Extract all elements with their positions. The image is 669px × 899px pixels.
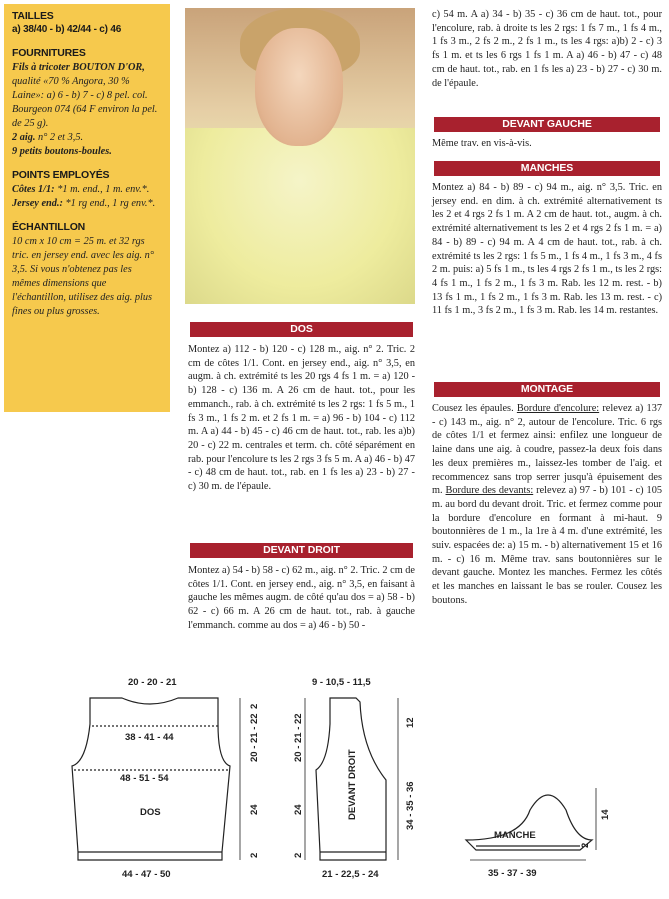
devant-h-total: 34 - 35 - 36 xyxy=(405,781,416,830)
manche-h-cap: 14 xyxy=(600,809,611,820)
montage-bordure-devants: Bordure des devants: xyxy=(445,485,534,497)
tailles-text: a) 38/40 - b) 42/44 - c) 46 xyxy=(12,24,122,35)
montage-text-2: relevez a) 137 - c) 143 m., aig. n° 2, autour de l'encolure. Tric. 6 rgs de côtes 1/1 et fermez ainsi: enfilez une longueur de laine dans une aig. à coudre, passez-la deux fois dans les deux premières m., laissez-les tomber de l'aig. et recommencez sans trop serrer jusqu'à épuisement des m. xyxy=(432,403,662,497)
fournitures-detail: qualité «70 % Angora, 30 % Laine»: a) 6 - b) 7 - c) 8 pel. col. Bourgeon 074 (64 F environ la pel. de 25 g). xyxy=(12,76,158,129)
section-manches-text: Montez a) 84 - b) 89 - c) 94 m., aig. n° 3,5. Tric. en jersey end. en dim. à ch. extrémité alternativement ts les 2 et 4 rgs 2 fs 1 m. A 2 cm de haut. tot., augm. à ch. extrémité alternativement ts les 2 et 4 rgs 2 fs 1 m. = a) 84 - b) 89 - c) 94 m. A 4 cm de haut. tot., rab. à ch. extrémité ts les 2 rgs: 1 fs 5 m., 1 fs 4 m., 1 fs 3 m., 4 fs 2 m. puis: a) 5 fs 1 m., ts les 4 rgs 2 fs 1 m., ts les 2 rgs: 4 fs 1 m., 1 fs 2 m., 1 fs 3 m. Rab. les 12 m. rest. - b) 13 fs 1 m., 1 fs 2 m., 1 fs 3 m. Rab. les 13 m. rest. - c) 11 fs 1 m., 3 fs 2 m., 1 fs 3 m. Rab. les 14 m. restantes. xyxy=(432,182,662,317)
photo-face xyxy=(255,28,343,146)
devant-label: DEVANT DROIT xyxy=(347,749,358,820)
fournitures-brand: Fils à tricoter BOUTON D'OR, xyxy=(12,62,145,73)
manche-bottom-dim: 35 - 37 - 39 xyxy=(488,868,537,879)
tailles-title: TAILLES xyxy=(12,10,54,22)
section-dos-title: DOS xyxy=(190,322,413,337)
points-text xyxy=(12,183,162,211)
section-devant-droit-title: DEVANT DROIT xyxy=(190,543,413,558)
montage-bordure-encolure: Bordure d'encolure: xyxy=(516,403,600,414)
devant-top-dim: 9 - 10,5 - 11,5 xyxy=(312,677,371,688)
section-devant-gauche-title: DEVANT GAUCHE xyxy=(434,117,660,132)
photo-cardigan xyxy=(185,128,415,304)
fournitures-needles: 2 aig. xyxy=(12,132,36,143)
fournitures-buttons: 9 petits boutons-boules. xyxy=(12,146,112,157)
fournitures-text xyxy=(12,61,162,159)
points-cotes-text: *1 m. end., 1 m. env.*. xyxy=(54,184,150,195)
dos-h-arm: 20 - 21 - 22 xyxy=(249,713,260,762)
section-manches-title: MANCHES xyxy=(434,161,660,176)
devant-h-neck: 12 xyxy=(405,717,416,728)
devant-h-rib: 2 xyxy=(293,852,304,858)
section-montage-title: MONTAGE xyxy=(434,382,660,397)
manche-outline xyxy=(466,795,592,850)
sidebar xyxy=(4,4,170,412)
model-photo xyxy=(185,8,415,304)
points-title: POINTS EMPLOYÉS xyxy=(12,169,110,181)
dos-label: DOS xyxy=(140,807,161,818)
montage-text-3: relevez a) 97 - b) 101 - c) 105 m. au bord du devant droit. Tric. et fermez comme pour la bordure d'encolure en formant à mi-haut. 9 boutonnières de 1 m., la 1re à 4 m. d'une extrémité, les suiv. espacées de: a) 15 m. - b) alternativement 15 et 16 m. - c) 16 m. Même trav. sans boutonnières sur le devant gauche. Montez les manches. Fermez les côtés et les manches en laissant le bas se rouler. Cousez les boutons. xyxy=(432,485,662,606)
dos-h-top: 2 xyxy=(249,703,260,709)
echantillon-text: 10 cm x 10 cm = 25 m. et 32 rgs tric. en jersey end. avec les aig. n° 3,5. Si vous n'obtenez pas les mêmes dimensions que l'échantillon, utilisez des aig. plus fines ou plus grosses. xyxy=(12,236,154,317)
section-montage-text xyxy=(432,402,662,608)
dos-h-rib: 2 xyxy=(249,852,260,858)
points-jersey-label: Jersey end.: xyxy=(12,198,63,209)
section-dos-text: Montez a) 112 - b) 120 - c) 128 m., aig. n° 2. Tric. 2 cm de côtes 1/1. Cont. en jersey end., aig. n° 3,5, en augm. à ch. extrémité ts les 20 rgs 4 fs 1 m. = a) 120 - b) 128 - c) 136 m. A 26 cm de haut. tot., pour les emmanch., rab. à ch. extrémité ts les 2 rgs: 1 fs 5 m., 1 fs 3 m., 1 fs 2 m. et 2 fs 1 m. = a) 96 - b) 104 - c) 112 m. A a) 44 - b) 45 - c) 46 cm de haut. tot., rab. les a)b) 20 - c) 22 m. centrales et term. ch. côté séparément en rab. pour l'encolure ts les 2 rgs 3 fs 5 m. A a) 46 - b) 47 - c) 48 cm de haut. tot., rab. en 1 fs les a) 23 - b) 27 - c) 30 m. de l'épaule. xyxy=(188,344,416,493)
devant-h-arm: 20 - 21 - 22 xyxy=(293,713,304,762)
manche-h-rib: 2 xyxy=(580,842,591,848)
fournitures-title: FOURNITURES xyxy=(12,47,86,59)
pattern-diagrams xyxy=(0,670,669,899)
dos-h-body: 24 xyxy=(249,804,260,815)
montage-text-1: Cousez les épaules. xyxy=(432,403,517,414)
section-devant-droit-text: Montez a) 54 - b) 58 - c) 62 m., aig. n° 2. Tric. 2 cm de côtes 1/1. Cont. en jersey end., aig. n° 3,5, en faisant à gauche les mêmes augm. de côté qu'au dos = a) 58 - b) 62 - c) 66 m. A 26 cm de haut. tot., rab. à gauche l'emmanch. comme au dos = a) 46 - b) 50 - xyxy=(188,565,415,631)
dos-top-dim: 20 - 20 - 21 xyxy=(128,677,177,688)
devant-bottom-dim: 21 - 22,5 - 24 xyxy=(322,869,379,880)
fournitures-needles-size: n° 2 et 3,5. xyxy=(35,132,84,143)
manche-label: MANCHE xyxy=(494,830,536,841)
echantillon-title: ÉCHANTILLON xyxy=(12,221,86,233)
points-cotes-label: Côtes 1/1: xyxy=(12,184,55,195)
dos-bottom-dim: 44 - 47 - 50 xyxy=(122,869,171,880)
devant-h-body: 24 xyxy=(293,804,304,815)
dos-mid-dim: 38 - 41 - 44 xyxy=(125,732,174,743)
section-devant-gauche-text: Même trav. en vis-à-vis. xyxy=(432,138,532,149)
points-jersey-text: *1 rg end., 1 rg env.*. xyxy=(62,198,156,209)
dos-chest-dim: 48 - 51 - 54 xyxy=(120,773,169,784)
section-devant-droit-continued: c) 54 m. A a) 34 - b) 35 - c) 36 cm de haut. tot., pour l'encolure, rab. à droite ts les 2 rgs: 1 fs 7 m., 1 fs 4 m., 1 fs 3 m., 2 fs 2 m., 2 fs 1 m., ts les 4 rgs: a)b) 2 - c) 3 fs 1 m. et ts les 6 rgs 1 fs 1 m. A a) 46 - b) 47 - c) 48 cm de haut. tot., rab. en 1 fs les a) 23 - b) 27 - c) 30 m. de l'épaule. xyxy=(432,9,662,89)
